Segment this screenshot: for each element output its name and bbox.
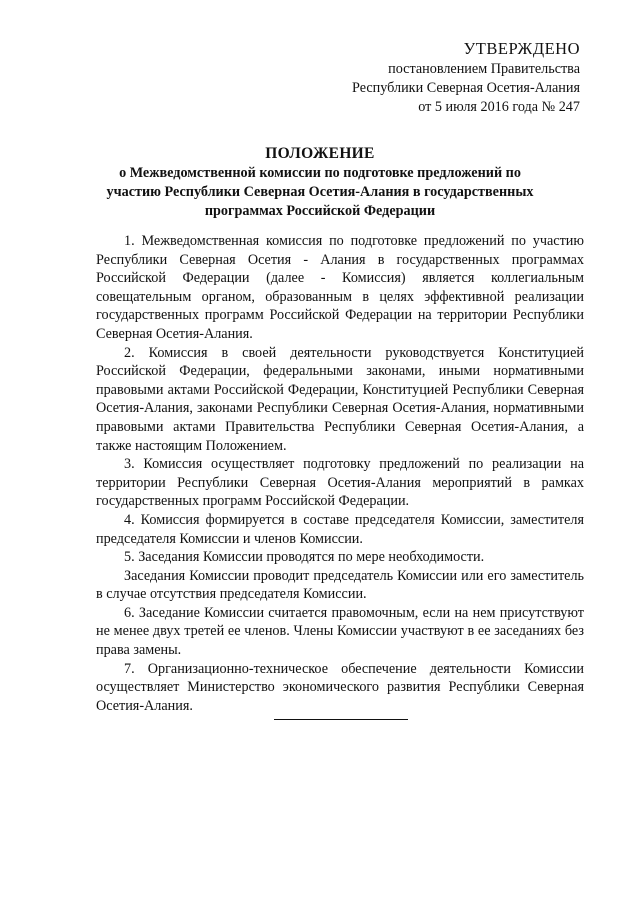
document-title xyxy=(90,143,550,221)
approval-line-2: Республики Северная Осетия-Алания xyxy=(351,80,580,97)
paragraph-3: 3. Комиссия осуществляет подготовку предложений по реализации на территории Республики Северная Осетия-Алания мероприятий в рамках государственных программ Российской Федерации. xyxy=(96,456,584,510)
title-line-2: участию Республики Северная Осетия-Алания в государственных xyxy=(106,184,534,200)
approval-heading: УТВЕРЖДЕНО xyxy=(463,39,580,58)
title-line-3: программах Российской Федерации xyxy=(204,203,436,219)
approval-line-3: от 5 июля 2016 года № 247 xyxy=(418,99,580,116)
title-line-1: о Межведомственной комиссии по подготовке предложений по xyxy=(119,165,521,181)
paragraph-2: 2. Комиссия в своей деятельности руководствуется Конституцией Российской Федерации, федеральными законами, иными нормативными правовыми актами Российской Федерации, Конституцией Республики Северная Осетия-Алания, законами Республики Северная Осетия-Алания, нормативными правовыми актами Правительства Республики Северная Осетия-Алания, а также настоящим Положением. xyxy=(96,344,584,454)
approval-stamp xyxy=(352,38,580,118)
document-body xyxy=(96,232,584,715)
paragraph-5-continued: Заседания Комиссии проводит председатель Комиссии или его заместитель в случае отсутствия председателя Комиссии. xyxy=(96,567,584,603)
paragraph-1: 1. Межведомственная комиссия по подготовке предложений по участию Республики Северная Осетия - Алания в государственных программах Российской Федерации (далее - Комиссия) является коллегиальным совещательным органом, образованным в целях эффективной реализации государственных программ Российской Федерации на территории Республики Северная Осетия-Алания. xyxy=(96,233,584,342)
paragraph-6: 6. Заседание Комиссии считается правомочным, если на нем присутствуют не менее двух третей ее членов. Члены Комиссии участвуют в ее заседаниях без права замены. xyxy=(96,604,584,659)
paragraph-5: 5. Заседания Комиссии проводятся по мере необходимости. xyxy=(124,549,485,566)
approval-line-1: постановлением Правительства xyxy=(388,61,580,77)
paragraph-4: 4. Комиссия формируется в составе председателя Комиссии, заместителя председателя Комиссии и членов Комиссии. xyxy=(96,511,584,547)
paragraph-7: 7. Организационно-техническое обеспечение деятельности Комиссии осуществляет Министерство экономического развития Республики Северная Осетия-Алания. xyxy=(96,660,584,714)
end-divider xyxy=(274,719,408,720)
title-word: ПОЛОЖЕНИЕ xyxy=(265,145,375,162)
